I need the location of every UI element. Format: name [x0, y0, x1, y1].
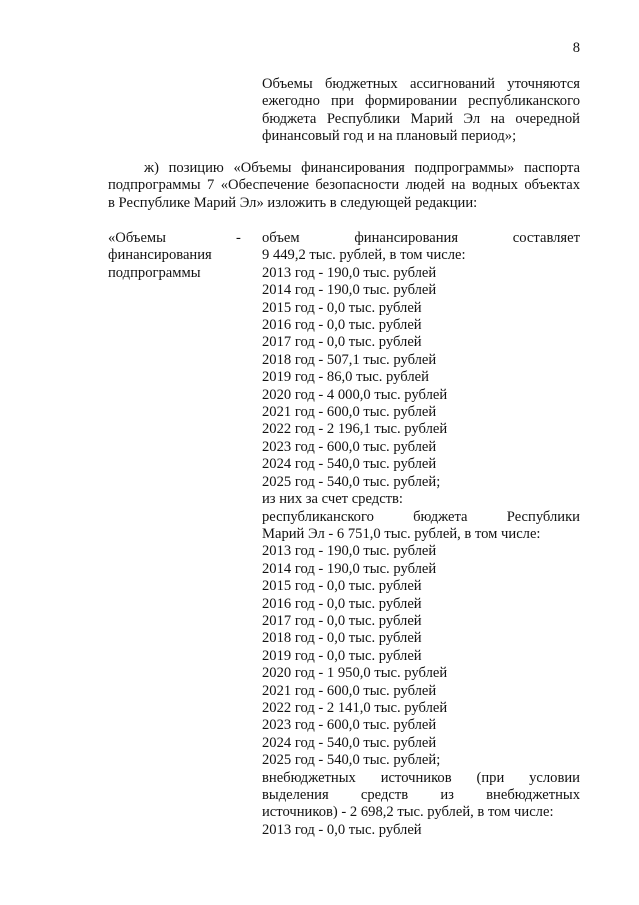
label-line: подпрограммы: [108, 264, 201, 281]
year-line: 2018 год - 0,0 тыс. рублей: [262, 630, 422, 647]
year-line: 2014 год - 190,0 тыс. рублей: [262, 282, 437, 299]
year-line: 2017 год - 0,0 тыс. рублей: [262, 612, 422, 629]
extra-line: источников) - 2 698,2 тыс. рублей, в том числе:: [262, 804, 554, 821]
year-line: 2019 год - 86,0 тыс. рублей: [262, 369, 429, 386]
total-years-list: [262, 265, 580, 491]
year-line: 2024 год - 540,0 тыс. рублей: [262, 456, 437, 473]
year-line: 2020 год - 1 950,0 тыс. рублей: [262, 665, 448, 682]
paragraph-line: в Республике Марий Эл» изложить в следующей редакции:: [108, 194, 478, 211]
amendment-paragraph: [108, 160, 580, 212]
intro-line: финансовый год и на плановый период»;: [262, 128, 517, 145]
year-line: 2016 год - 0,0 тыс. рублей: [262, 595, 422, 612]
year-line: 2015 год - 0,0 тыс. рублей: [262, 578, 422, 595]
paragraph-line: ж) позицию «Объемы финансирования подпрограммы» паспорта: [144, 160, 580, 176]
label-line: «Объемы: [108, 230, 166, 246]
year-line: 2020 год - 4 000,0 тыс. рублей: [262, 386, 448, 403]
extra-line: выделения средств из внебюджетных: [262, 787, 580, 803]
year-line: 2016 год - 0,0 тыс. рублей: [262, 317, 422, 334]
republic-years-list: [262, 543, 580, 769]
year-line: 2014 год - 190,0 тыс. рублей: [262, 560, 437, 577]
year-line: 2017 год - 0,0 тыс. рублей: [262, 334, 422, 351]
intro-block: [262, 76, 580, 146]
year-line: 2013 год - 190,0 тыс. рублей: [262, 543, 437, 560]
year-line: 2021 год - 600,0 тыс. рублей: [262, 682, 437, 699]
year-line: 2022 год - 2 196,1 тыс. рублей: [262, 421, 448, 438]
funding-content: [262, 230, 580, 839]
label-dash: -: [236, 230, 241, 246]
total-line: объем финансирования составляет: [262, 230, 580, 246]
republic-line: республиканского бюджета Республики: [262, 508, 580, 525]
total-line: 9 449,2 тыс. рублей, в том числе:: [262, 247, 466, 264]
intro-line: ежегодно при формировании республиканского: [262, 93, 580, 110]
funding-label: [108, 230, 248, 282]
year-line: 2021 год - 600,0 тыс. рублей: [262, 404, 437, 421]
year-line: 2013 год - 0,0 тыс. рублей: [262, 821, 422, 838]
paragraph-line: подпрограммы 7 «Обеспечение безопасности людей на водных объектах: [108, 177, 580, 194]
year-line: 2018 год - 507,1 тыс. рублей: [262, 351, 437, 368]
intro-line: Объемы бюджетных ассигнований уточняются: [262, 76, 580, 92]
year-line: 2023 год - 600,0 тыс. рублей: [262, 717, 437, 734]
year-line: 2022 год - 2 141,0 тыс. рублей: [262, 699, 448, 716]
extra-line: внебюджетных источников (при условии: [262, 769, 580, 786]
year-line: 2015 год - 0,0 тыс. рублей: [262, 299, 422, 316]
intro-line: бюджета Республики Марий Эл на очередной: [262, 110, 580, 127]
year-line: 2023 год - 600,0 тыс. рублей: [262, 438, 437, 455]
year-line: 2025 год - 540,0 тыс. рублей;: [262, 473, 441, 490]
year-line: 2019 год - 0,0 тыс. рублей: [262, 647, 422, 664]
year-line: 2013 год - 190,0 тыс. рублей: [262, 264, 437, 281]
year-line: 2025 год - 540,0 тыс. рублей;: [262, 752, 441, 769]
sources-heading: из них за счет средств:: [262, 491, 403, 508]
label-line: финансирования: [108, 247, 212, 264]
page-number: 8: [572, 40, 580, 56]
extra-years-list: [262, 822, 580, 839]
republic-line: Марий Эл - 6 751,0 тыс. рублей, в том числе:: [262, 525, 541, 542]
year-line: 2024 год - 540,0 тыс. рублей: [262, 734, 437, 751]
